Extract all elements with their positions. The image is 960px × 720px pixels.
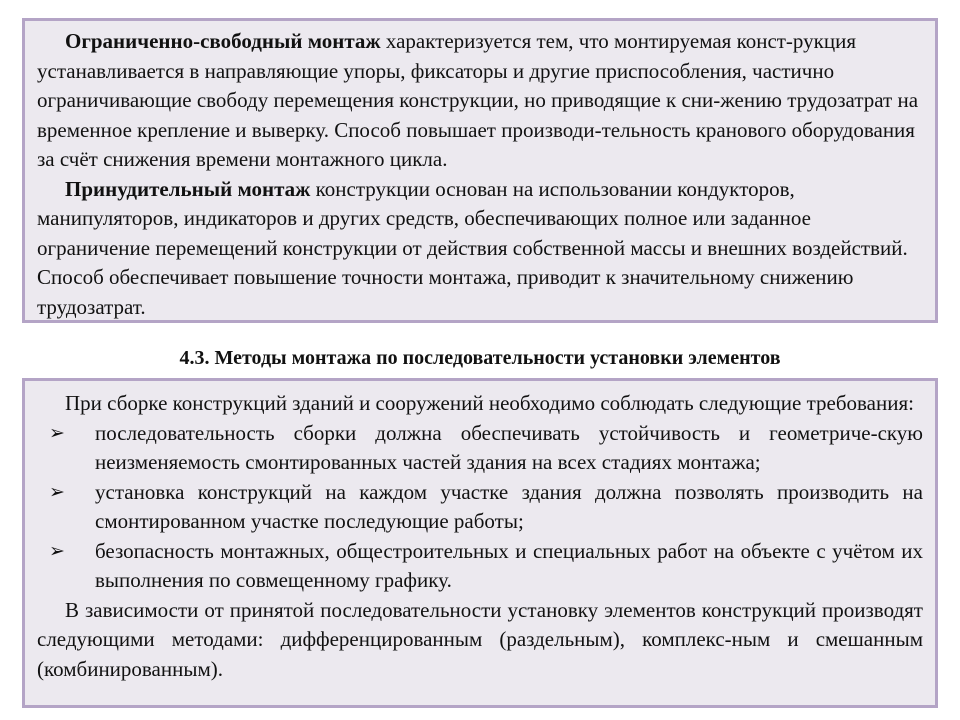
montage-methods-box [22, 18, 938, 323]
limited-free-montage-paragraph [37, 27, 923, 175]
requirements-intro: При сборке конструкций зданий и сооружений необходимо соблюдать следующие требования: [65, 391, 914, 415]
arrow-bullet-icon: ➢ [49, 539, 65, 562]
limited-free-montage-text: характеризуется тем, что монтируемая конст-рукция устанавливается в направляющие упоры, фиксаторы и другие приспособления, частично ограничивающие свободу перемещения конструкции, но приводящие к сни-жению трудозатрат на временное крепление и выверку. Способ повышает производи-тельность кранового оборудования за счёт снижения времени монтажного цикла. [37, 29, 919, 171]
limited-free-montage-term: Ограниченно-свободный монтаж [65, 29, 381, 53]
section-heading: 4.3. Методы монтажа по последовательности установки элементов [179, 347, 781, 369]
forced-montage-paragraph [37, 175, 923, 323]
requirements-list [37, 419, 923, 596]
methods-conclusion: В зависимости от принятой последовательности установку элементов конструкций производят следующими методами: дифференцированным (раздельным), комплекс-ным и смешанным (комбинированным). [37, 597, 923, 681]
forced-montage-term: Принудительный монтаж [65, 176, 311, 201]
requirement-text: установка конструкций на каждом участке здания должна позволять производить на смонтированном участке последующие работы; [95, 479, 923, 533]
requirement-text: последовательность сборки должна обеспечивать устойчивость и геометриче-скую неизменяемость смонтированных частей здания на всех стадиях монтажа; [95, 420, 923, 474]
arrow-bullet-icon: ➢ [49, 480, 65, 503]
list-item [37, 537, 923, 596]
assembly-requirements-box [22, 378, 938, 708]
list-item [37, 419, 923, 478]
forced-montage-text: конструкции основан на использовании кондукторов, манипуляторов, индикаторов и других средств, обеспечивающих полное или заданное ограничение перемещений конструкции от действия собственной массы и внешних воздействий. Способ обеспечивает повышение точности монтажа, приводит к значительному снижению трудозатрат. [37, 176, 908, 319]
arrow-bullet-icon: ➢ [49, 421, 65, 444]
requirement-text: безопасность монтажных, общестроительных и специальных работ на объекте с учётом их выполнения по совмещенному графику. [95, 538, 923, 592]
list-item [37, 478, 923, 537]
